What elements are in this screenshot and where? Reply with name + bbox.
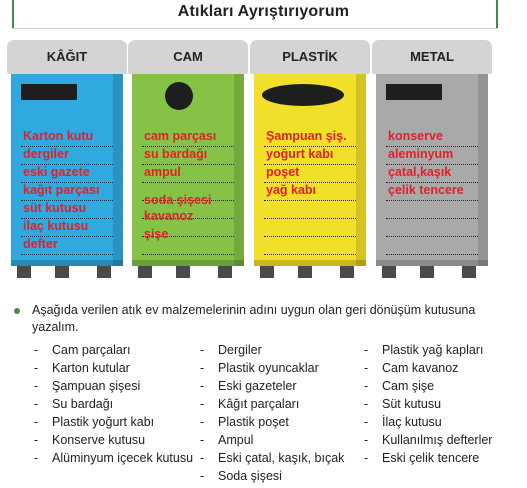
answer-line [142, 182, 234, 183]
instruction-text: Aşağıda verilen atık ev malzemelerinin adını uygun olan geri dönüşüm kutusuna yazalım. [32, 303, 476, 334]
list-item-label: Cam şişe [382, 379, 435, 393]
list-item-label: Plastik oyuncaklar [218, 361, 319, 375]
list-dash: - [200, 361, 205, 375]
bin-4 [372, 40, 492, 278]
bin-wheel [462, 266, 476, 278]
list-dash: - [200, 469, 205, 483]
answer-line [386, 236, 478, 237]
written-answer: soda şişesi [144, 192, 212, 207]
bin-body [376, 74, 488, 266]
list-item-label: Eski gazeteler [218, 379, 297, 393]
bin-label: METAL [410, 49, 454, 64]
list-dash: - [364, 379, 369, 393]
bin-label: CAM [173, 49, 203, 64]
list-dash: - [364, 343, 369, 357]
bin-2 [128, 40, 248, 278]
list-item-label: Kâğıt parçaları [218, 397, 300, 411]
bin-lid [128, 40, 248, 74]
bin-wheel [340, 266, 354, 278]
bin-shade [234, 74, 244, 266]
list-item-label: Plastik poşet [218, 415, 289, 429]
list-item-label: Plastik yoğurt kabı [52, 415, 155, 429]
written-answer: cam parçası [144, 129, 217, 143]
list-item-label: Dergiler [218, 343, 262, 357]
written-answer: konserve [388, 129, 443, 143]
bin-body [254, 74, 366, 266]
bin-wheel [176, 266, 190, 278]
answer-line [386, 218, 478, 219]
list-item-label: Cam kavanoz [382, 361, 459, 375]
list-dash: - [364, 415, 369, 429]
bin-label: KÂĞIT [46, 49, 88, 64]
instruction [14, 302, 504, 336]
bin-wheel [298, 266, 312, 278]
written-answer: süt kutusu [23, 201, 87, 215]
list-dash: - [364, 361, 369, 375]
answer-line [386, 200, 478, 201]
answer-line [21, 254, 113, 255]
list-dash: - [200, 397, 205, 411]
list-item-label: Konserve kutusu [52, 433, 146, 447]
bin-wheel [420, 266, 434, 278]
list-dash: - [34, 451, 39, 465]
bin-wheel [97, 266, 111, 278]
list-item-label: Soda şişesi [218, 469, 282, 483]
bin-opening-icon [386, 84, 442, 100]
list-item-label: Süt kutusu [382, 397, 442, 411]
list-item-label: Şampuan şişesi [52, 379, 141, 393]
list-dash: - [364, 451, 369, 465]
written-answer: Karton kutu [23, 129, 94, 143]
list-dash: - [364, 433, 369, 447]
bin-label: PLASTİK [282, 49, 338, 64]
list-dash: - [200, 415, 205, 429]
list-item-label: Plastik yağ kapları [382, 343, 484, 357]
list-item-label: Alüminyum içecek kutusu [52, 451, 194, 465]
written-answer: yoğurt kabı [266, 147, 334, 161]
answer-line [264, 236, 356, 237]
written-answer: eski gazete [23, 165, 90, 179]
list-dash: - [200, 451, 205, 465]
bin-lid [372, 40, 492, 74]
list-dash: - [34, 415, 39, 429]
answer-line [264, 254, 356, 255]
bin-body [11, 74, 123, 266]
bin-lid [250, 40, 370, 74]
list-dash: - [34, 343, 39, 357]
written-answer: şişe [144, 227, 169, 242]
list-dash: - [364, 397, 369, 411]
bin-body [132, 74, 244, 266]
written-answer: defter [23, 237, 58, 251]
answer-line [386, 254, 478, 255]
bin-wheel [17, 266, 31, 278]
bin-1 [7, 40, 127, 278]
answer-line [142, 254, 234, 255]
written-answer: ampul [144, 165, 181, 179]
list-item-label: Ampul [218, 433, 254, 447]
bin-wheel [138, 266, 152, 278]
written-answer: çatal,kaşık [388, 165, 452, 179]
page-title: Atıkları Ayrıştırıyorum [177, 3, 350, 20]
bin-wheel [55, 266, 69, 278]
title-divider [12, 28, 498, 29]
written-answer: kavanoz [144, 209, 194, 224]
bin-wheel [260, 266, 274, 278]
list-dash: - [34, 397, 39, 411]
bin-shade [113, 74, 123, 266]
list-item-label: İlaç kutusu [382, 415, 442, 429]
list-dash: - [34, 379, 39, 393]
list-item-label: Cam parçaları [52, 343, 131, 357]
answer-line [264, 218, 356, 219]
written-answer: dergiler [23, 147, 69, 161]
list-dash: - [200, 343, 205, 357]
list-dash: - [34, 361, 39, 375]
bin-shade [478, 74, 488, 266]
list-dash: - [200, 433, 205, 447]
written-answer: Şampuan şiş. [266, 129, 347, 143]
written-answer: kağıt parçası [23, 183, 100, 197]
written-answer: poşet [266, 165, 300, 179]
written-answer: ilaç kutusu [23, 219, 89, 233]
bin-3 [250, 40, 370, 278]
written-answer: su bardağı [144, 147, 208, 161]
bullet-icon [14, 308, 20, 314]
list-item-label: Eski çatal, kaşık, bıçak [218, 451, 345, 465]
written-answer: aleminyum [388, 147, 454, 161]
list-item-label: Su bardağı [52, 397, 114, 411]
bin-opening-icon [21, 84, 77, 100]
bin-lid [7, 40, 127, 74]
list-dash: - [200, 379, 205, 393]
bin-opening-icon [165, 82, 193, 110]
list-item-label: Eski çelik tencere [382, 451, 480, 465]
list-dash: - [34, 433, 39, 447]
list-item-label: Kullanılmış defterler [382, 433, 493, 447]
written-answer: yağ kabı [266, 183, 317, 197]
list-item-label: Karton kutular [52, 361, 130, 375]
bin-opening-icon [262, 84, 344, 106]
bin-wheel [218, 266, 232, 278]
written-answer: çelik tencere [388, 183, 464, 197]
answer-line [264, 200, 356, 201]
bin-shade [356, 74, 366, 266]
bin-wheel [382, 266, 396, 278]
